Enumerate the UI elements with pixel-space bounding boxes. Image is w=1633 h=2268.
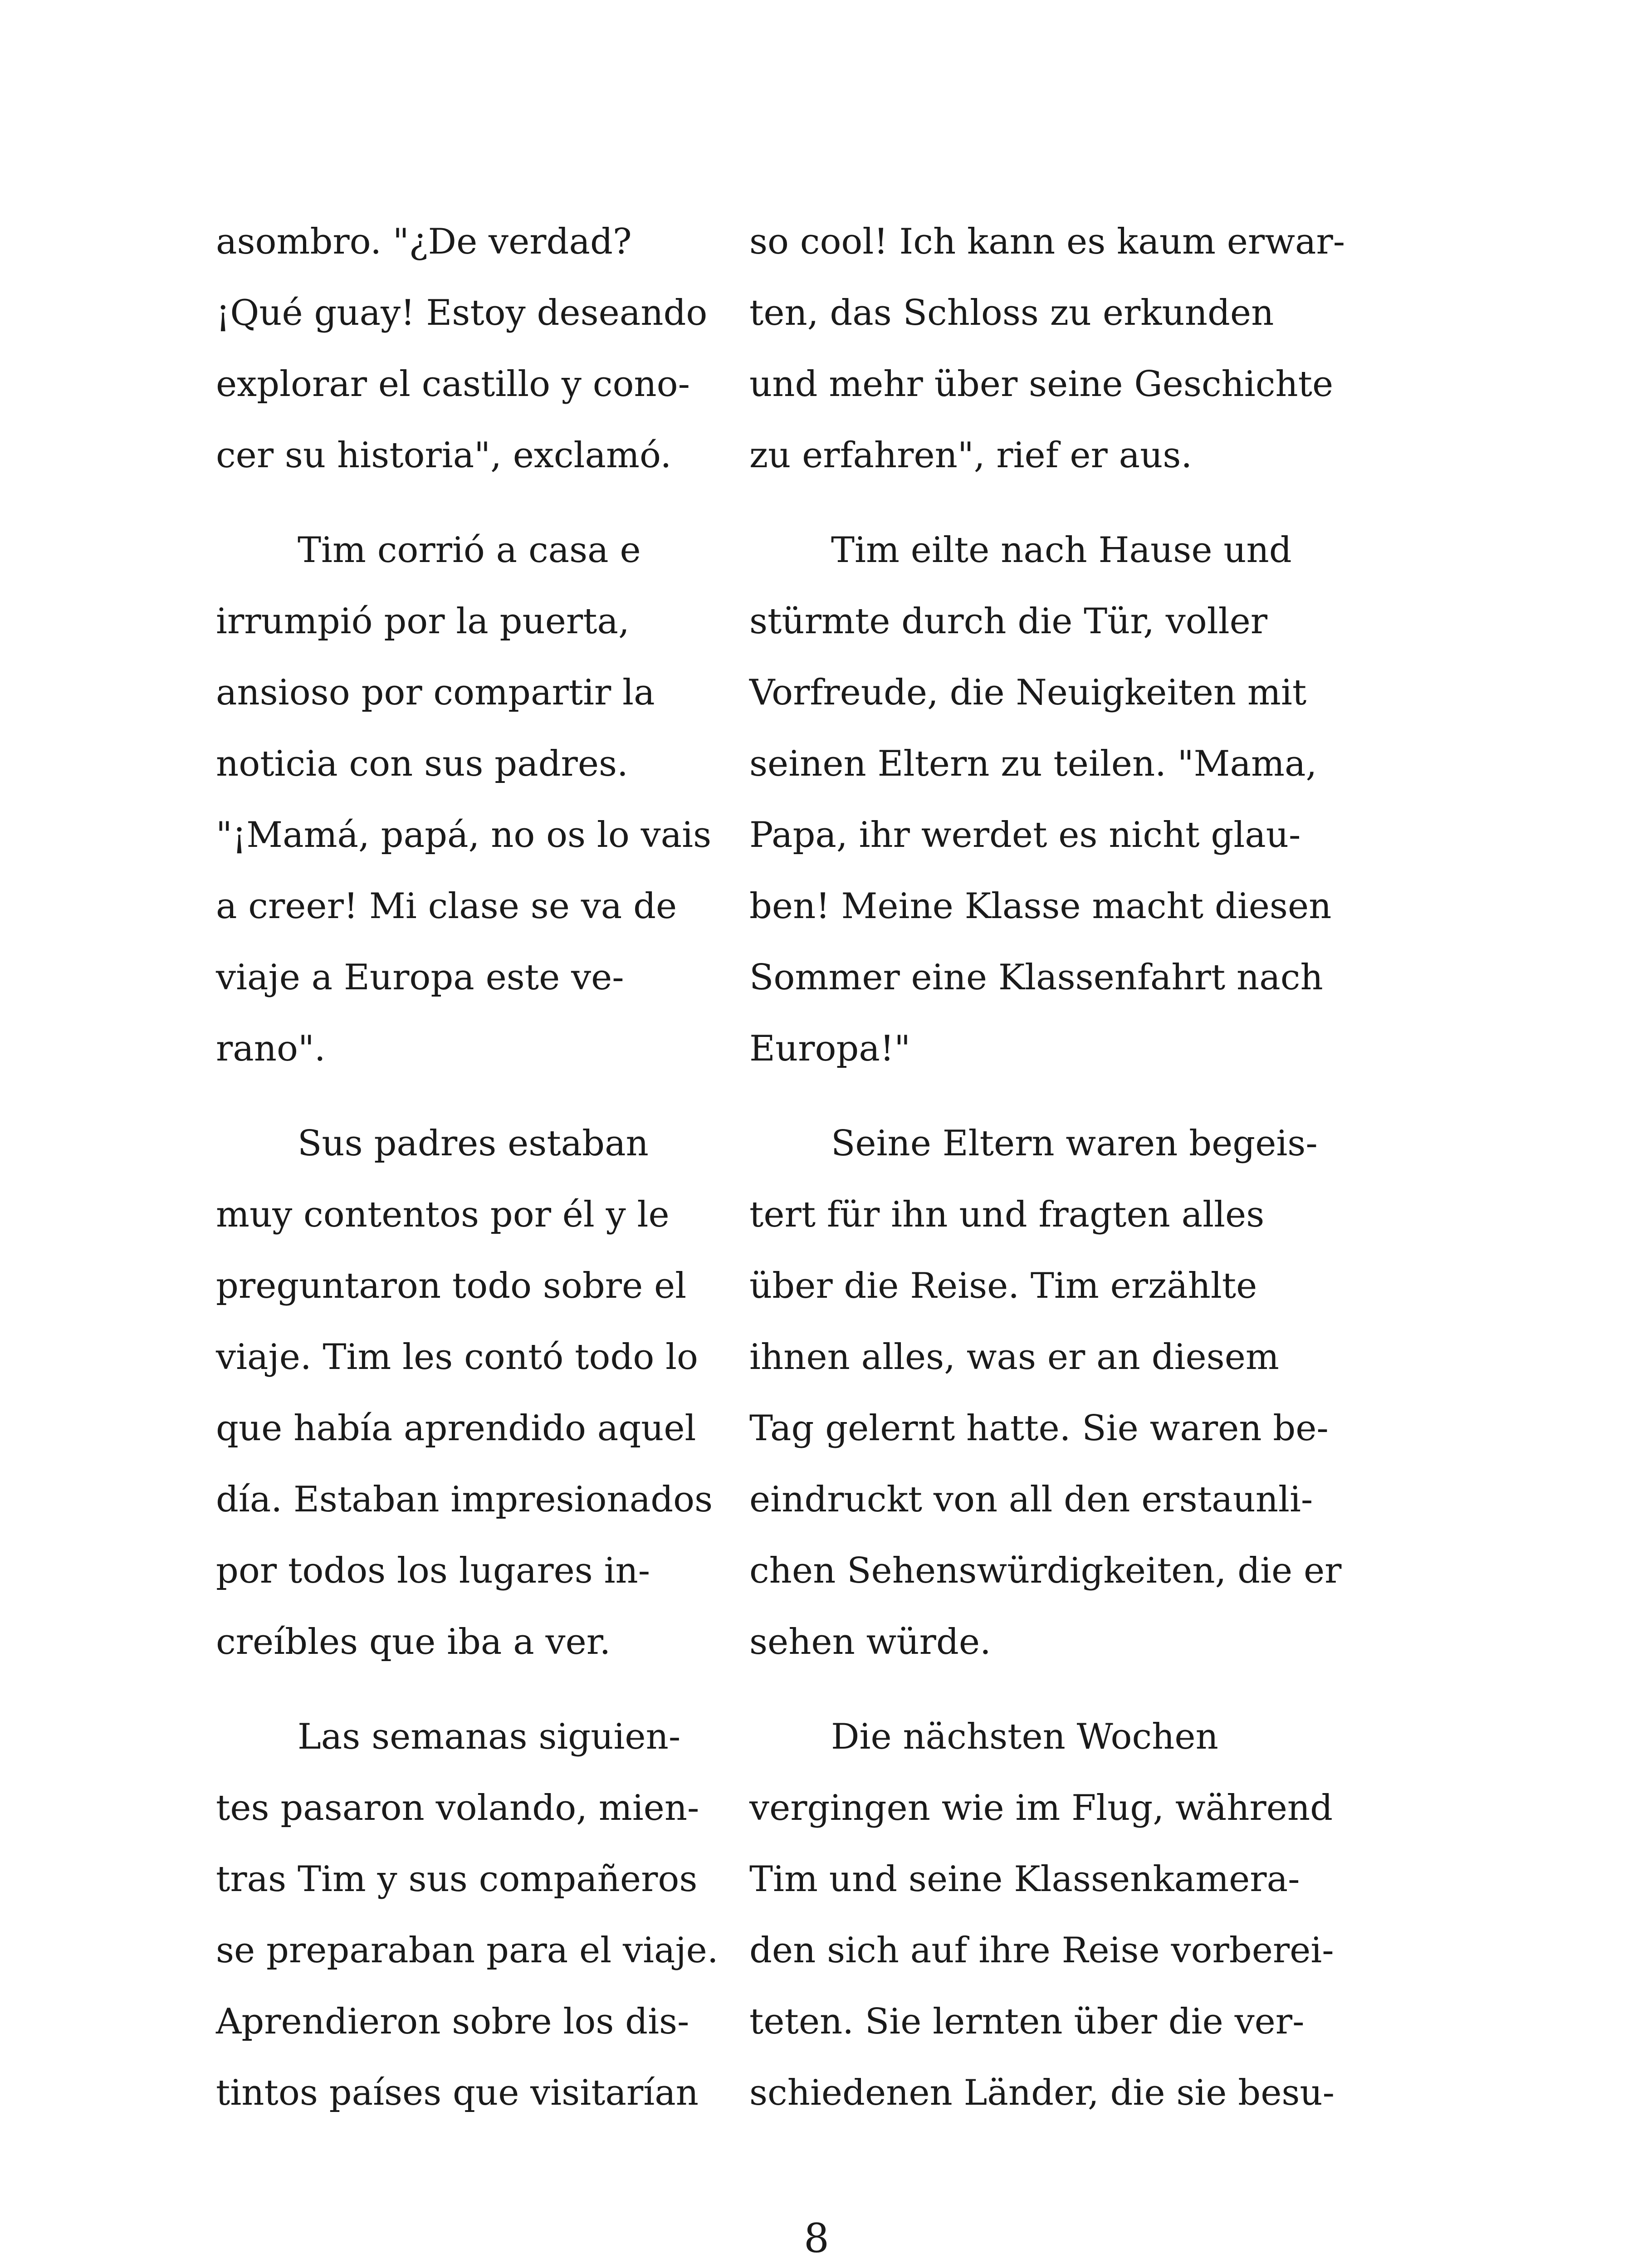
text-line: que había aprendido aquel	[216, 1408, 696, 1449]
paragraph	[749, 206, 1345, 491]
text-line: schiedenen Länder, die sie besu-	[749, 2072, 1335, 2113]
text-line: stürmte durch die Tür, voller	[749, 601, 1268, 642]
text-line: Vorfreude, die Neuigkeiten mit	[749, 672, 1307, 713]
paragraph	[216, 1108, 719, 1678]
text-line: cer su historia", exclamó.	[216, 435, 672, 476]
text-line: Die nächsten Wochen	[831, 1716, 1218, 1757]
paragraph	[749, 515, 1332, 1085]
text-line: ten, das Schloss zu erkunden	[749, 293, 1274, 333]
text-line: Papa, ihr werdet es nicht glau-	[749, 815, 1301, 855]
text-line: ben! Meine Klasse macht diesen	[749, 886, 1332, 927]
text-line: viaje a Europa este ve-	[216, 957, 624, 998]
paragraph	[749, 1108, 1342, 1678]
text-line: tert für ihn und fragten alles	[749, 1194, 1265, 1235]
text-line: zu erfahren", rief er aus.	[749, 435, 1193, 476]
text-line: se preparaban para el viaje.	[216, 1930, 719, 1971]
text-line: a creer! Mi clase se va de	[216, 886, 677, 927]
text-line: teten. Sie lernten über die ver-	[749, 2001, 1305, 2042]
text-line: rano".	[216, 1028, 326, 1069]
text-line: "¡Mamá, papá, no os lo vais	[216, 815, 712, 855]
text-line: Tim corrió a casa e	[298, 530, 641, 571]
text-line: eindruckt von all den erstaunli-	[749, 1479, 1313, 1520]
text-line: vergingen wie im Flug, während	[749, 1788, 1333, 1828]
text-line: über die Reise. Tim erzählte	[749, 1266, 1257, 1306]
text-line: chen Sehenswürdigkeiten, die er	[749, 1550, 1342, 1591]
text-line: irrumpió por la puerta,	[216, 601, 630, 642]
text-line: viaje. Tim les contó todo lo	[216, 1337, 698, 1378]
text-line: asombro. "¿De verdad?	[216, 221, 632, 262]
text-line: Tag gelernt hatte. Sie waren be-	[749, 1408, 1329, 1449]
paragraph	[749, 1701, 1335, 2129]
paragraph	[216, 515, 719, 1085]
text-line: Sommer eine Klassenfahrt nach	[749, 957, 1323, 998]
text-line: creíbles que iba a ver.	[216, 1622, 611, 1662]
text-line: sehen würde.	[749, 1622, 991, 1662]
text-line: Tim und seine Klassenkamera-	[749, 1859, 1300, 1900]
text-line: Seine Eltern waren begeis-	[831, 1123, 1318, 1164]
text-line: Las semanas siguien-	[298, 1716, 681, 1757]
text-line: tintos países que visitarían	[216, 2072, 699, 2113]
text-line: tras Tim y sus compañeros	[216, 1859, 698, 1900]
paragraph	[216, 1701, 719, 2129]
text-line: den sich auf ihre Reise vorberei-	[749, 1930, 1334, 1971]
german-column	[749, 206, 1345, 2152]
text-line: und mehr über seine Geschichte	[749, 364, 1334, 405]
text-line: ansioso por compartir la	[216, 672, 655, 713]
text-line: Sus padres estaban	[298, 1123, 649, 1164]
page-number: 8	[804, 2215, 829, 2262]
text-line: Tim eilte nach Hause und	[831, 530, 1292, 571]
text-line: Aprendieron sobre los dis-	[216, 2001, 689, 2042]
paragraph	[216, 206, 719, 491]
text-line: por todos los lugares in-	[216, 1550, 650, 1591]
text-line: Europa!"	[749, 1028, 911, 1069]
text-line: preguntaron todo sobre el	[216, 1266, 687, 1306]
text-line: día. Estaban impresionados	[216, 1479, 713, 1520]
text-line: noticia con sus padres.	[216, 743, 628, 784]
text-line: explorar el castillo y cono-	[216, 364, 690, 405]
spanish-column	[216, 206, 719, 2152]
text-line: ihnen alles, was er an diesem	[749, 1337, 1279, 1378]
text-line: so cool! Ich kann es kaum erwar-	[749, 221, 1345, 262]
text-line: ¡Qué guay! Estoy deseando	[216, 293, 708, 333]
text-line: muy contentos por él y le	[216, 1194, 670, 1235]
text-line: seinen Eltern zu teilen. "Mama,	[749, 743, 1317, 784]
text-line: tes pasaron volando, mien-	[216, 1788, 699, 1828]
